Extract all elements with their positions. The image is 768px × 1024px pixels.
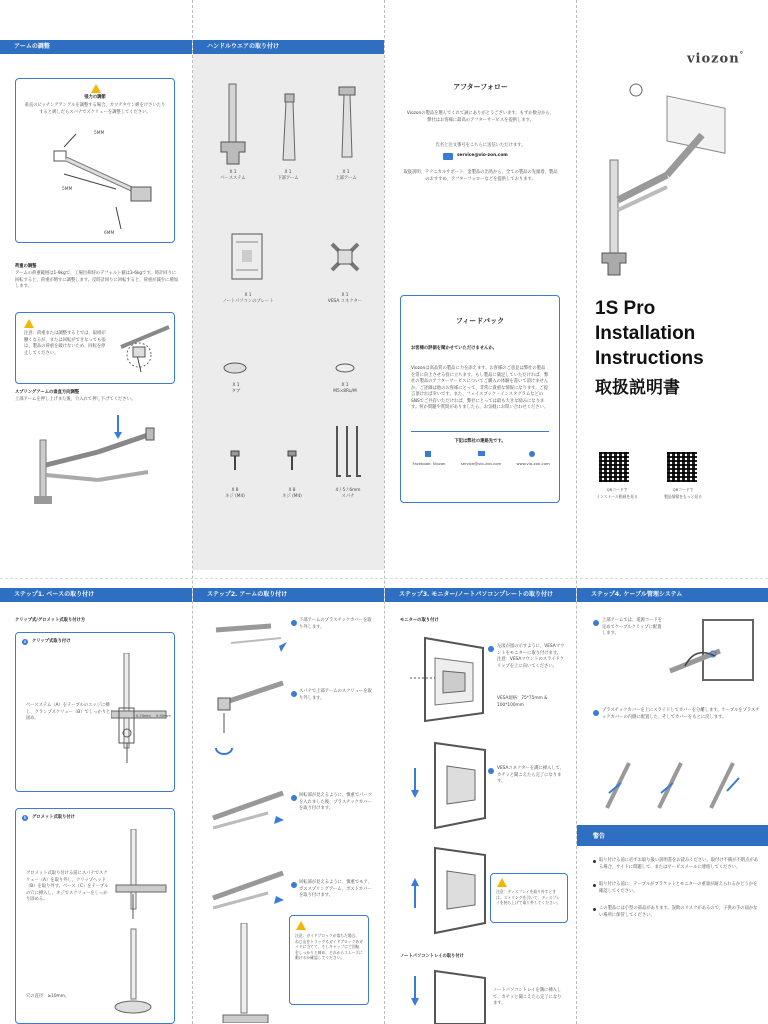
globe-icon <box>529 451 535 457</box>
grommet-mount-title: グロメット式取り付け <box>32 815 75 820</box>
step2-instruction-1: 下部アームのプラスチックカバーを取り外します。 <box>299 618 372 630</box>
bullet-dot <box>593 884 596 887</box>
mail-icon <box>443 153 453 160</box>
tension-text: 垂直のピッチングアングルを調整する場合、カツチタウン緩をけさいたりすると緩しだらスパナでスクリューを調整してください。 <box>24 103 166 115</box>
step4-header: ステップ4. ケーブル管理システム <box>577 588 768 602</box>
monitor-remove-note-box <box>490 873 568 923</box>
step-badge-b: b <box>23 815 27 820</box>
step4-panel <box>577 588 768 1024</box>
gas-spring-arm-illustration <box>208 858 293 918</box>
step-bullet <box>488 646 494 652</box>
warning-icon <box>91 84 101 93</box>
part-name: ノートパソコンのプレート <box>222 299 274 304</box>
part-qty: X 1 <box>341 293 349 298</box>
assembled-stand-illustration <box>208 923 283 1023</box>
part-name: 下部アーム <box>277 176 299 181</box>
monitor-step-2: VESAコネクターを溝に挿入して、カチッと聞こえたら完了になります。 <box>497 766 565 784</box>
hex-wrench-image <box>331 422 365 482</box>
facebook-icon <box>425 451 431 457</box>
part-qty: X 1 <box>229 170 237 175</box>
arm-attach-illustration <box>208 778 293 838</box>
contact-facebook: Facebook: Viozon <box>412 461 446 466</box>
grommet-mount-box <box>15 808 175 1024</box>
after-sales-text: Viozonの製品を選んでくれて誠にありがとうございます。もずか数分から、弊社はお客様に最高のアフターサービスを提供します。 <box>406 111 555 123</box>
part-name: タブ <box>231 389 241 394</box>
wrench-6mm-label: 6MM <box>104 231 115 236</box>
clip-mount-text: ベースステム（A）をテーブルのエッジに挿し、クランプスクリュー（B）でしっかりと固め。 <box>26 703 111 721</box>
step1-header: ステップ1. ベースの取り付け <box>0 588 192 602</box>
step-bullet <box>291 795 297 801</box>
grommet-hole-note: 穴の直径：≥10mm。 <box>26 994 70 999</box>
step2-instruction-3: 回転部が見えるように、慎重でパーツを入れました後、プラスチックカバーを取り付けます。 <box>299 793 372 811</box>
vesa-mount-illustration <box>405 633 485 723</box>
hardware-panel <box>193 40 384 570</box>
lower-arm-image <box>275 92 303 172</box>
fold-line-horizontal <box>0 578 768 579</box>
part-name: ネジ (M4) <box>225 494 245 499</box>
monitor-step-1: 左図が図の示すように、VESAマウントをモニターに取り付けます。注意：VESAマウントのスライドクリップを上に向いてください。 <box>497 644 565 669</box>
cable-cover-illustration <box>599 753 759 818</box>
part-name: 上部アーム <box>335 176 357 181</box>
step-badge-a: a <box>23 639 27 644</box>
warning-section <box>577 825 768 846</box>
part-name: M5×8Ru/M <box>333 389 357 394</box>
warning-icon <box>497 878 507 887</box>
step-bullet <box>291 882 297 888</box>
bullet-dot <box>593 860 596 863</box>
warning-item-1: 取り付ける前に必ずお取り扱い説明書をお読みください。取付け不備が不明点がある場合、サイトに問題して、またはサービスメールに連絡してください。 <box>599 858 758 870</box>
weight-text: アームの荷重範囲は1-9kgで、工場出荷時のデフォルト値は3-6kgです。時計回りに回転すると、荷重が増すに調整します。反時計回りに回転すると、荷重が減少に増加します。 <box>15 271 178 289</box>
spring-text: 上部アームを押し上げまた後、力入れて押し下げてください。 <box>15 397 136 402</box>
step3-panel <box>385 588 576 1024</box>
brand-logo: viozon° <box>687 50 745 67</box>
clip-dimension-90: 0-90mm <box>156 714 171 718</box>
step2-instruction-4: 回転部が見えるように、慎重でモア、ガススプリングアーム、ボストカバーを取り付けます。 <box>299 880 372 898</box>
weight-note-text: 注意：荷重または調整する上では、取組が働くなるが、または回転ができなっても張は、製品の荷重を破けないため、回転を停止してください。 <box>24 331 106 356</box>
step1-panel <box>0 588 192 1024</box>
part-qty: X 1 <box>284 170 292 175</box>
step2-panel <box>193 588 384 1024</box>
grommet-mount-text: グロメット式取り付ける前にスパナでスクリュー（A）を取り外し、クリップヘッド（B）を取り外す。ベース（C）をテーブルの穴に挿入し、ネジでスクリューをしっかり固める。 <box>26 871 109 902</box>
screw-m4-image <box>228 450 242 472</box>
qr-code-product[interactable] <box>667 452 697 482</box>
part-name: VESA コネクター <box>327 299 363 304</box>
laptop-tray-step: ノートパソコントレイを溝に挿入して、カチッと聞こえたら完了になります。 <box>493 988 562 1006</box>
part-qty: 4 / 5 / 6mm <box>335 488 361 493</box>
part-qty: X 1 <box>342 170 350 175</box>
vesa-connector-image <box>328 240 362 274</box>
part-qty: X 8 <box>288 488 296 493</box>
feedback-text: Viozonは高品質の製品に力を添えます。お客様のご意見は弊社の製品を常に向上させる役に立ちます。もし製品に満足していただければ、弊社の製品のアフターサービスについてご購入の体験を書いて頂けませんか。ご評価は他のお客様にとって、非常に貴重な情報になります。ご提言頂ければ幸いです。また、フェイスブック・インスタグラムなどのSNSでご共有いただければ、弊社にとっては最も大きな励みになります。何か問題や質問がありましたら、お気軽にお問い合わせください。 <box>411 366 549 410</box>
feedback-box <box>400 295 560 503</box>
part-qty: X 1 <box>232 383 240 388</box>
step-bullet <box>593 620 599 626</box>
weight-title: 荷重の調整 <box>15 264 37 269</box>
screw-m4-image <box>285 450 299 472</box>
wrench-5mm-label: 5MM <box>94 131 105 136</box>
tension-box <box>15 78 175 243</box>
warning-icon <box>24 319 34 328</box>
weight-adjust-illustration <box>111 317 173 381</box>
bullet-dot <box>593 908 596 911</box>
clip-mount-title: クリップ式取り付け <box>32 639 71 644</box>
base-stem-image <box>213 80 253 170</box>
warning-icon <box>296 921 306 930</box>
grommet-mount-illustration <box>111 829 171 1019</box>
hardware-header: ハンドルウエアの取り付け <box>193 40 384 54</box>
cover-title-line3: Instructions <box>595 348 704 369</box>
cover-title-line4: 取扱説明書 <box>595 378 680 398</box>
clip-dimension-74: 0-74mm <box>136 714 151 718</box>
step3-header: ステップ3. モニター/ノートパソコンプレートの取り付け <box>385 588 576 602</box>
tab-image <box>221 360 249 376</box>
contact-email: service@vio-zon.com <box>460 461 502 466</box>
step1-subtitle: クリップ式/グロメット式取り付け方 <box>15 618 86 623</box>
step2-header: ステップ2. アームの取り付け <box>193 588 384 602</box>
part-qty: X 8 <box>231 488 239 493</box>
lower-arm-cover-illustration <box>211 618 291 658</box>
step-bullet <box>291 620 297 626</box>
vesa-standard: VESA規格：75*75mm & 100*100mm <box>497 696 548 708</box>
after-sales-panel <box>385 40 576 570</box>
upper-arm-image <box>333 85 361 170</box>
clip-mount-box <box>15 632 175 792</box>
cover-title-line1: 1S Pro <box>595 298 656 319</box>
guide-block-note-box <box>289 915 369 1005</box>
spring-arm-illustration <box>28 410 178 510</box>
service-email: service@vio-zon.com <box>457 153 508 158</box>
monitor-remove-illustration <box>405 843 490 938</box>
upper-arm-screw-illustration <box>208 673 288 763</box>
laptop-tray-illustration <box>405 966 490 1024</box>
laptop-tray-title: ノートパソコントレイの取り付け <box>400 954 464 959</box>
contact-website: www.vio-zon.com <box>516 461 550 466</box>
mail-icon <box>478 451 485 456</box>
step-bullet <box>488 768 494 774</box>
cable-step-2: プラスチックカバーを上にスライドしてカバーを分離します。ケーブルをプラスチックカバーの内側に配置した、そしてカバーをもとに戻します。 <box>602 708 760 720</box>
warning-item-2: 取り付ける前に、テーブルがブラケットとモニターの重量が耐えられるかどうかを確認してください。 <box>599 882 758 894</box>
feedback-title: フィードバック <box>455 317 505 325</box>
step-bullet <box>593 710 599 716</box>
arm-adjust-panel <box>0 40 192 570</box>
step2-instruction-2: スパナで上部アームのスクリューを取り外します。 <box>299 689 372 701</box>
part-name: スパナ <box>341 494 355 499</box>
spring-title: スプリングアームの垂直方向調整 <box>15 390 80 395</box>
cable-clip-illustration <box>665 616 760 696</box>
m5-screw-image <box>333 362 357 374</box>
qr-code-video[interactable] <box>599 452 629 482</box>
warning-header: 警告 <box>593 833 606 840</box>
qr-product-caption: QRコードで 製品情報をもっと見る <box>664 487 702 499</box>
part-qty: X 1 <box>341 383 349 388</box>
after-sales-send-text: 氏名と注文番号をこちらに送信いただけます。 <box>435 143 526 148</box>
guide-block-note: 注意：ガイドブロックが落ちた場合、ねじ山をトラッグるガイドブロックあガイドに当てて、そしキャップにて回転をしっかりと締め、それからスムーズに動けるか確認してください。 <box>295 933 363 960</box>
part-name: ネジ (M4) <box>282 494 302 499</box>
monitor-mount-title: モニターの取り付け <box>400 618 439 623</box>
vesa-insert-illustration <box>405 738 490 833</box>
after-sales-support-text: 取扱説明、テクニカルサポート、金製品の出処から、全ての製品の先頭着、製品のおすすめ、アフターフォローなどを提供しております。 <box>403 170 558 182</box>
warning-item-3: この製品には小型の部品があります。誤飲のリスクがあるので、子供の手の届かない場所に保管してください。 <box>599 906 758 918</box>
cable-step-1: 上部アームでは、電源コードを定めてケーブルクリップに配置します。 <box>602 618 663 636</box>
qr-video-caption: QRコードで インストール動画を見る <box>596 487 638 499</box>
monitor-arm-product-image <box>592 75 762 280</box>
arm-adjust-header: アームの調整 <box>0 40 192 54</box>
clip-mount-illustration <box>111 653 171 788</box>
part-name: ベースステム <box>220 176 246 181</box>
weight-note-box <box>15 312 175 384</box>
contact-title: 下記は弊社の連絡先です。 <box>454 439 506 444</box>
after-sales-title: アフターフォロー <box>453 83 508 91</box>
arm-tension-illustration <box>36 129 161 239</box>
tension-title: 張力の調節 <box>84 95 106 100</box>
feedback-subtitle: お客様の評価を聞かせていただけませんか。 <box>411 346 497 351</box>
wrench-5mm-label: 5MM <box>62 187 73 192</box>
cover-panel <box>577 40 768 570</box>
divider <box>411 431 549 432</box>
monitor-remove-note: 注意：ディスプレイを取り外すときは、ストリングを引いて、ディスプレイを持ち上げて取り外してください。 <box>496 889 561 905</box>
laptop-plate-image <box>228 230 268 285</box>
part-qty: X 1 <box>244 293 252 298</box>
cover-title-line2: Installation <box>595 323 696 344</box>
step-bullet <box>291 691 297 697</box>
